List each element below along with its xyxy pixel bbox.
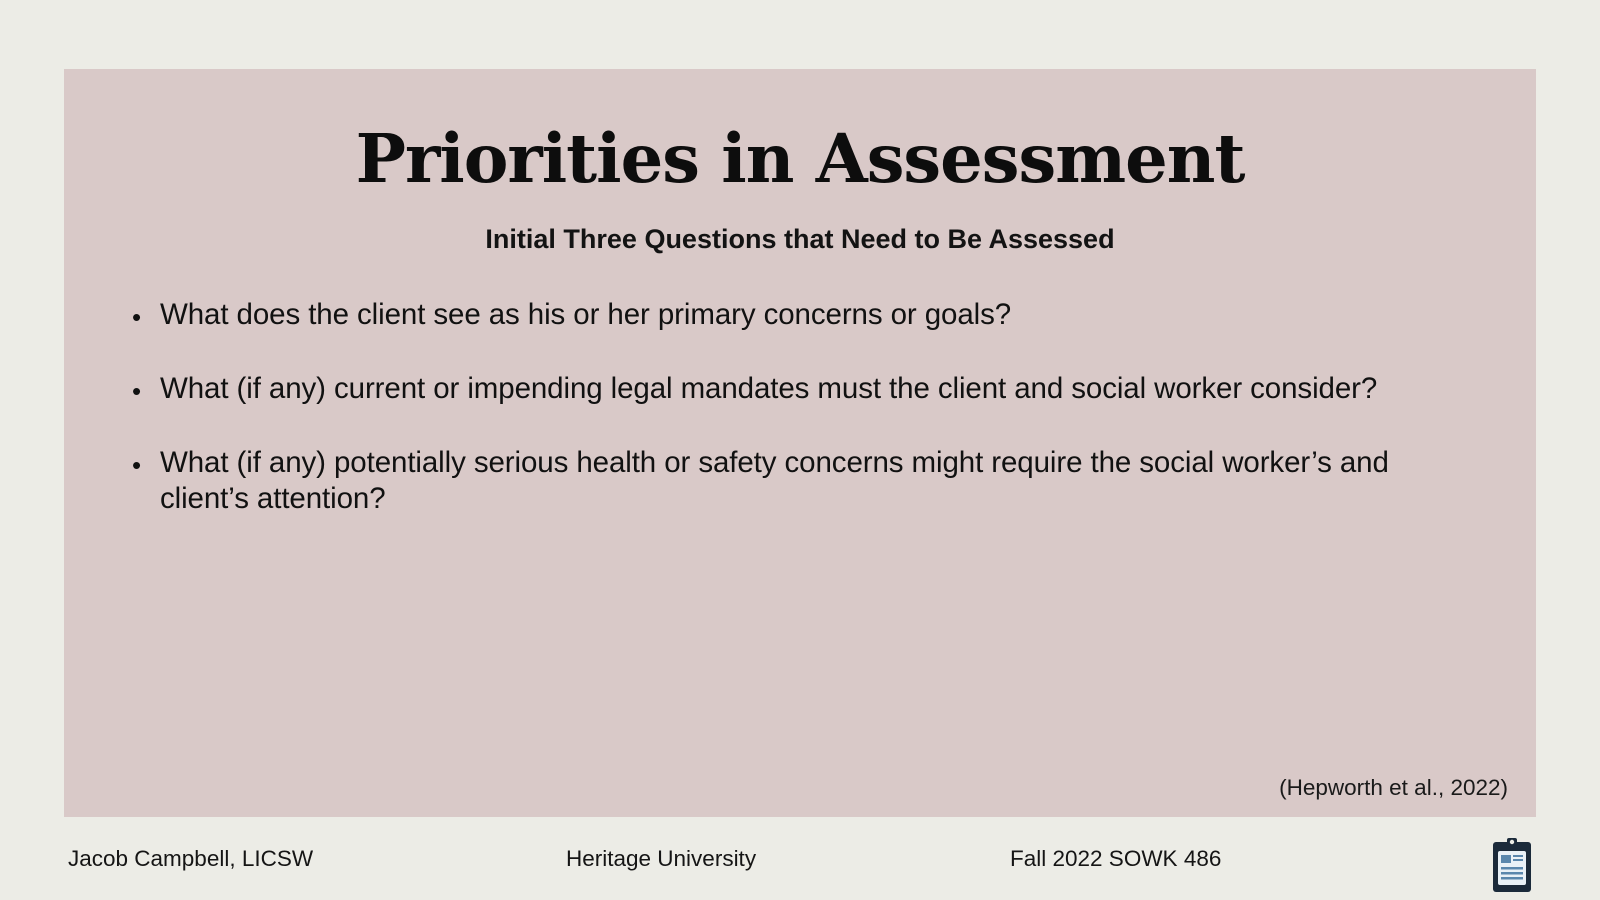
footer-author: Jacob Campbell, LICSW [68, 846, 314, 871]
list-item [132, 371, 1472, 411]
slide-content-card [64, 69, 1536, 817]
slide-footer [0, 838, 1600, 900]
bullet-point-icon: • [132, 302, 142, 332]
list-item-text: What (if any) potentially serious health or safety concerns might require the social worker’s and client’s attention? [160, 446, 1389, 515]
page-title: Priorities in Assessment [355, 119, 1245, 198]
list-item [132, 445, 1472, 517]
bullet-list [132, 297, 1472, 551]
slide-subtitle: Initial Three Questions that Need to Be Assessed [485, 224, 1115, 254]
footer-course: Fall 2022 SOWK 486 [1010, 846, 1222, 871]
list-item-text: What does the client see as his or her primary concerns or goals? [160, 298, 1012, 331]
bullet-point-icon: • [132, 376, 142, 406]
clipboard-presentation-icon [1489, 838, 1535, 894]
footer-organization: Heritage University [566, 846, 757, 871]
list-item-text: What (if any) current or impending legal mandates must the client and social worker consider? [160, 372, 1378, 405]
citation-text: (Hepworth et al., 2022) [1279, 775, 1508, 800]
bullet-point-icon: • [132, 450, 142, 480]
list-item [132, 297, 1472, 337]
